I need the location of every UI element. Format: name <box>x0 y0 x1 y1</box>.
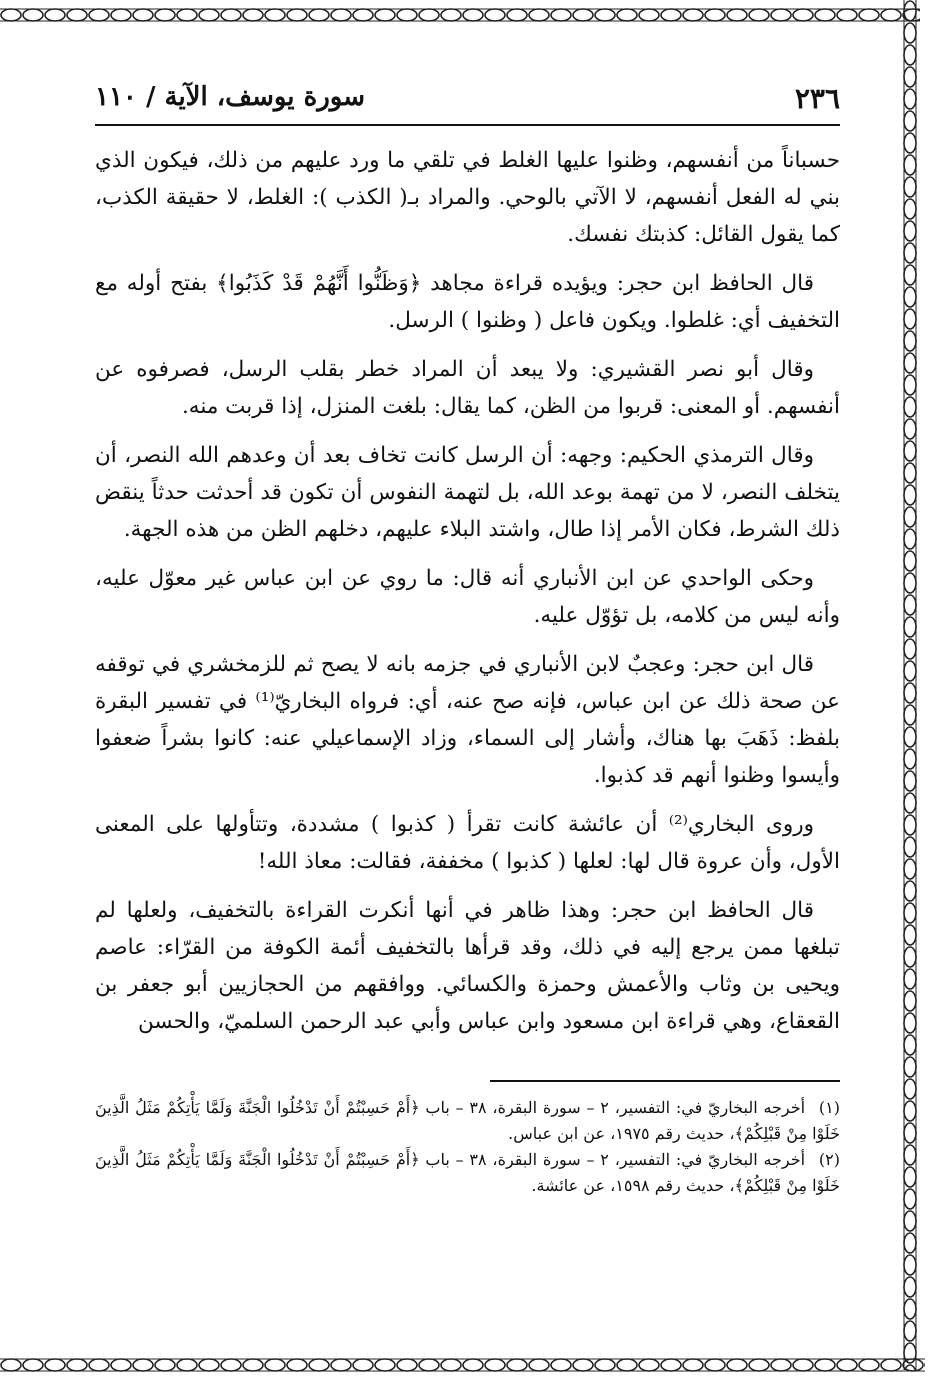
paragraph: وقال أبو نصر القشيري: ولا يبعد أن المراد خطر بقلب الرسل، فصرفوه عن أنفسهم. أو المعنى: قربوا من الظن، كما يقال: بلغت المنزل، إذا قربت منه. <box>95 357 840 419</box>
decorative-border-top <box>0 0 920 30</box>
paragraph: حسباناً من أنفسهم، وظنوا عليها الغلط في تلقي ما ورد عليهم من ذلك، فيكون الذي بني له الفعل أنفسهم، لا الآتي بالوحي. والمراد بـ( الكذب ): الغلط، لا حقيقة الكذب، كما يقول القائل: كذبتك نفسك. <box>95 148 840 247</box>
paragraph: وحكى الواحدي عن ابن الأنباري أنه قال: ما روي عن ابن عباس غير معوّل عليه، وأنه ليس من كلامه، بل تؤوّل عليه. <box>95 566 840 628</box>
page-number: ٢٣٦ <box>794 82 840 115</box>
footnotes <box>95 1095 840 1199</box>
footnote <box>95 1147 840 1199</box>
main-text <box>95 142 840 1052</box>
paragraph: قال الحافظ ابن حجر: وهذا ظاهر في أنها أنكرت القراءة بالتخفيف، ولعلها لم تبلغها ممن يرجع إليه في ذلك، وقد قرأها بالتخفيف أئمة الكوفة من القرّاء: عاصم ويحيى بن وثاب والأعمش وحمزة والكسائي. ووافقهم من الحجازيين أبو جعفر بن القعقاع، وهي قراءة ابن مسعود وابن عباس وأبي عبد الرحمن السلميّ، والحسن <box>95 898 840 1034</box>
decorative-border-bottom <box>0 1350 925 1380</box>
paragraph: قال ابن حجر: وعجبٌ لابن الأنباري في جزمه بانه لا يصح ثم للزمخشري في توقفه عن صحة ذلك عن ابن عباس، فإنه صح عنه، أي: فرواه البخاريّ⁽¹⁾ في تفسير البقرة بلفظ: ذَهَبَ بها هناك، وأشار إلى السماء، وزاد الإسماعيلي عنه: كانوا بشراً ضعفوا وأيسوا وظنوا أنهم قد كذبوا. <box>95 652 840 788</box>
paragraph: وروى البخاري⁽²⁾ أن عائشة كانت تقرأ ( كذبوا ) مشددة، وتتأولها على المعنى الأول، وأن عروة قال لها: لعلها ( كذبوا ) مخففة، فقالت: معاذ الله! <box>95 812 840 874</box>
footnote-number: (١) <box>818 1098 841 1117</box>
paragraph: قال الحافظ ابن حجر: ويؤيده قراءة مجاهد ﴿وَظَنُّوا أَنَّهُمْ قَدْ كَذَبُوا﴾ بفتح أوله مع التخفيف أي: غلطوا. ويكون فاعل ( وظنوا ) الرسل. <box>95 271 840 333</box>
footnote-text: أخرجه البخاريّ في: التفسير، ٢ – سورة البقرة، ٣٨ – باب ﴿أَمْ حَسِبْتُمْ أَنْ تَدْخُلُوا الْجَنَّةَ وَلَمَّا يَأْتِكُمْ مَثَلُ الَّذِينَ خَلَوْا مِنْ قَبْلِكُمْ﴾، حديث رقم ١٩٧٥، عن ابن عباس. <box>95 1098 840 1143</box>
running-title: سورة يوسف، الآية / ١١٠ <box>95 82 365 112</box>
footnote <box>95 1095 840 1147</box>
footnote-separator <box>490 1080 840 1082</box>
book-page <box>95 70 840 1340</box>
footnote-number: (٢) <box>818 1150 841 1169</box>
page-header <box>95 78 840 126</box>
decorative-border-right <box>895 0 925 1370</box>
paragraph: وقال الترمذي الحكيم: وجهه: أن الرسل كانت تخاف بعد أن وعدهم الله النصر، أن يتخلف النصر، لا من تهمة بوعد الله، بل لتهمة النفوس أن تكون قد أحدثت حدثاً ينقض ذلك الشرط، فكان الأمر إذا طال، واشتد البلاء عليهم، دخلهم الظن من هذه الجهة. <box>95 443 840 542</box>
footnote-text: أخرجه البخاريّ في: التفسير، ٢ – سورة البقرة، ٣٨ – باب ﴿أَمْ حَسِبْتُمْ أَنْ تَدْخُلُوا الْجَنَّةَ وَلَمَّا يَأْتِكُمْ مَثَلُ الَّذِينَ خَلَوْا مِنْ قَبْلِكُمْ﴾، حديث رقم ١٥٩٨، عن عائشة. <box>95 1150 840 1195</box>
